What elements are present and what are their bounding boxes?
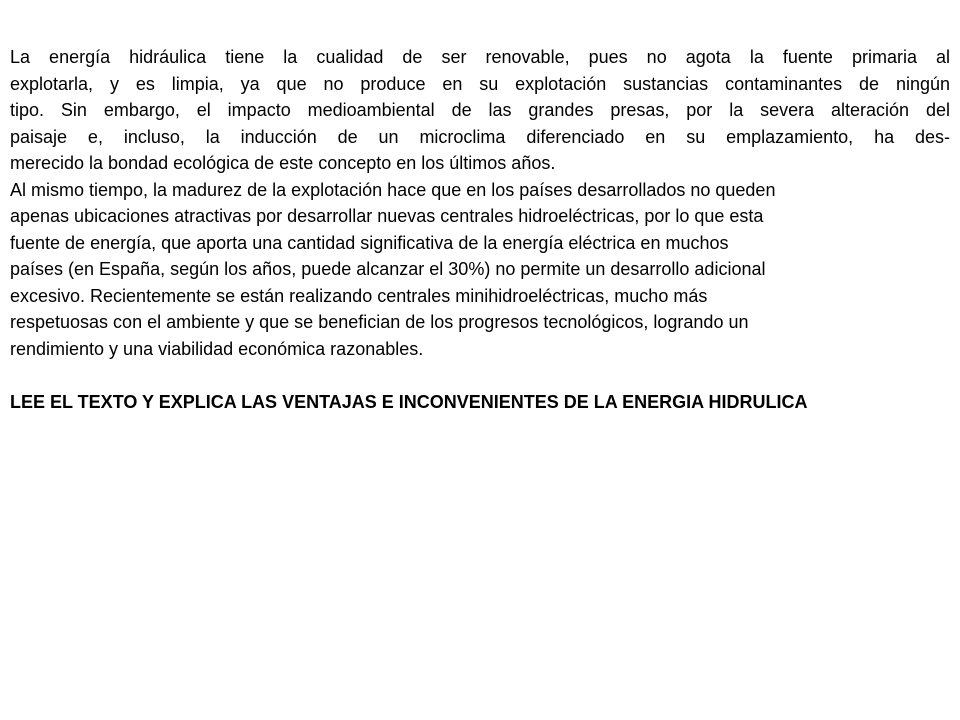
paragraph-2-line-7: rendimiento y una viabilidad económica razonables. xyxy=(10,338,424,359)
paragraph-spacer xyxy=(10,362,952,389)
paragraph-1-line-3: tipo. Sin embargo, el impacto medioambiental de las grandes presas, por la severa alteración del xyxy=(10,100,950,120)
paragraph-1-line-1: La energía hidráulica tiene la cualidad de ser renovable, pues no agota la fuente primaria al xyxy=(10,47,950,67)
paragraph-2-line-1: Al mismo tiempo, la madurez de la explotación hace que en los países desarrollados no queden xyxy=(10,179,776,200)
paragraph-2-line-6: respetuosas con el ambiente y que se benefician de los progresos tecnológicos, logrando un xyxy=(10,312,749,332)
paragraph-1 xyxy=(10,44,952,177)
paragraph-2-line-2: apenas ubicaciones atractivas por desarrollar nuevas centrales hidroeléctricas, por lo que esta xyxy=(10,206,764,226)
paragraph-2-line-4: países (en España, según los años, puede alcanzar el 30%) no permite un desarrollo adicional xyxy=(10,259,766,279)
paragraph-2-line-5: excesivo. Recientemente se están realizando centrales minihidroeléctricas, mucho más xyxy=(10,285,708,306)
paragraph-2-line-3: fuente de energía, que aporta una cantidad significativa de la energía eléctrica en muchos xyxy=(10,232,729,253)
paragraph-1-line-4: paisaje e, incluso, la inducción de un microclima diferenciado en su emplazamiento, ha des- xyxy=(10,126,950,147)
paragraph-2 xyxy=(10,177,952,363)
paragraph-1-line-5: merecido la bondad ecológica de este concepto en los últimos años. xyxy=(10,153,556,173)
assignment-question: LEE EL TEXTO Y EXPLICA LAS VENTAJAS E INCONVENIENTES DE LA ENERGIA HIDRULICA xyxy=(10,392,808,412)
paragraph-1-line-2: explotarla, y es limpia, ya que no produce en su explotación sustancias contaminantes de ningún xyxy=(10,73,950,94)
text-body xyxy=(10,44,952,415)
